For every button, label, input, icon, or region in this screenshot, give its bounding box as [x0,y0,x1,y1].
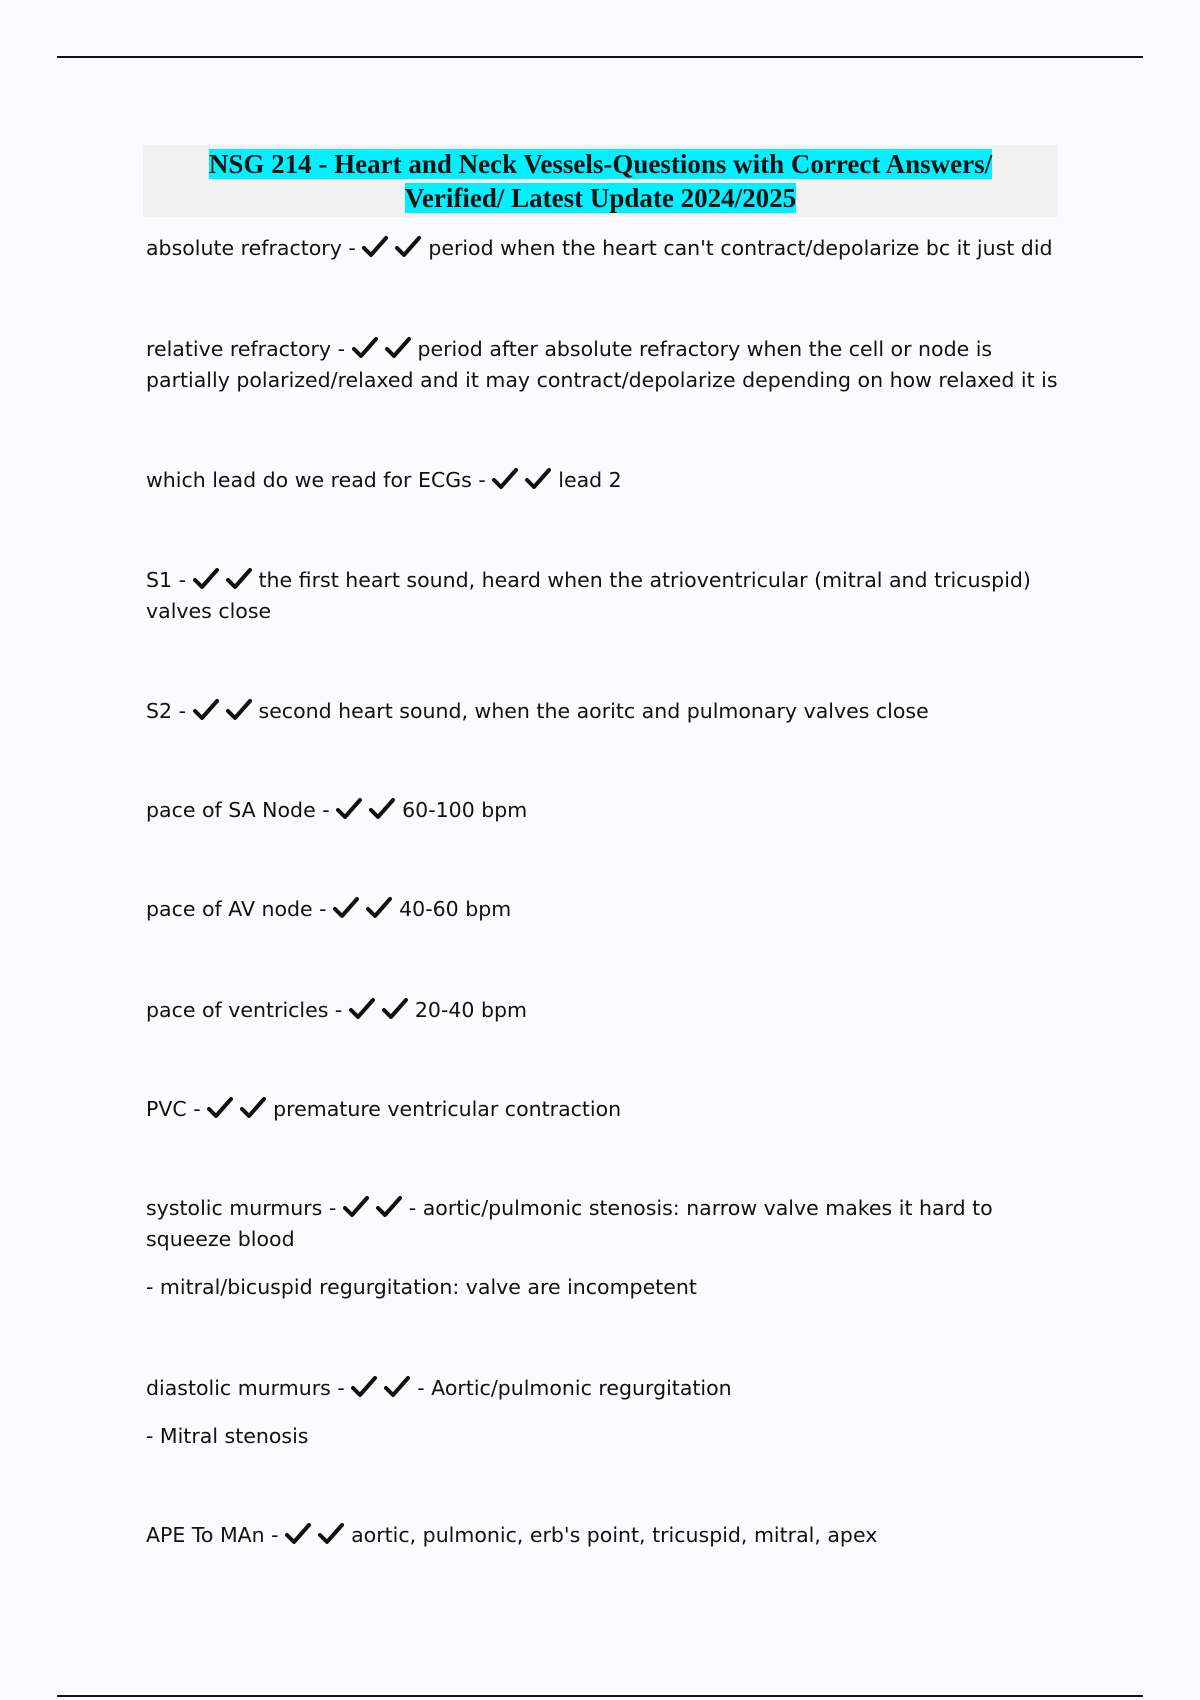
qa-term: pace of ventricles - [146,998,343,1022]
qa-line [146,334,1066,396]
qa-entry [146,795,1066,826]
qa-answer: aortic, pulmonic, erb's point, tricuspid, mitral, apex [351,1523,878,1547]
header-rule [57,56,1143,58]
qa-term: diastolic murmurs - [146,1376,345,1400]
checkmark-icon [492,467,518,491]
qa-answer: period when the heart can't contract/depolarize bc it just did [428,236,1053,260]
qa-line [146,894,1066,925]
qa-entry [146,1520,1066,1551]
qa-answer: 20-40 bpm [414,998,527,1022]
qa-extra-line: - mitral/bicuspid regurgitation: valve are incompetent [146,1275,697,1299]
checkmark-icon [285,1522,311,1546]
checkmark-icon [395,235,421,259]
qa-entry [146,565,1066,627]
qa-answer: the first heart sound, heard when the atrioventricular (mitral and tricuspid) valves close [146,568,1031,623]
qa-entry [146,334,1066,396]
qa-line [146,795,1066,826]
checkmark-icon [366,896,392,920]
qa-term: systolic murmurs - [146,1196,337,1220]
qa-answer: period after absolute refractory when the cell or node is partially polarized/relaxed and it may contract/depolarize depending on how relaxed it is [146,337,1058,392]
checkmark-icon [352,336,378,360]
title-line-2: Verified/ Latest Update 2024/2025 [404,183,797,213]
checkmark-icon [226,567,252,591]
qa-line [146,233,1066,264]
qa-answer: second heart sound, when the aoritc and pulmonary valves close [258,699,929,723]
checkmark-icon [343,1195,369,1219]
qa-line [146,1193,1066,1255]
checkmark-icon [318,1522,344,1546]
qa-entry [146,894,1066,925]
qa-line [146,565,1066,627]
qa-line [146,465,1066,496]
qa-term: S1 - [146,568,186,592]
qa-term: pace of SA Node - [146,798,330,822]
qa-answer: lead 2 [558,468,622,492]
qa-answer: premature ventricular contraction [273,1097,622,1121]
qa-term: S2 - [146,699,186,723]
checkmark-icon [207,1096,233,1120]
checkmark-icon [376,1195,402,1219]
qa-answer: - Aortic/pulmonic regurgitation [417,1376,732,1400]
checkmark-icon [384,1375,410,1399]
checkmark-icon [349,997,375,1021]
qa-entry [146,233,1066,264]
checkmark-icon [525,467,551,491]
qa-term: pace of AV node - [146,897,327,921]
checkmark-icon [336,797,362,821]
checkmark-icon [240,1096,266,1120]
title-line-1: NSG 214 - Heart and Neck Vessels-Questions with Correct Answers/ [208,149,993,179]
checkmark-icon [333,896,359,920]
qa-line [146,1094,1066,1125]
qa-line [146,696,1066,727]
checkmark-icon [369,797,395,821]
qa-answer: 60-100 bpm [402,798,528,822]
qa-extra-line: - Mitral stenosis [146,1424,309,1448]
checkmark-icon [226,698,252,722]
qa-line [146,1373,1066,1404]
qa-answer: 40-60 bpm [399,897,512,921]
qa-line [146,1520,1066,1551]
qa-term: relative refractory - [146,337,345,361]
checkmark-icon [193,698,219,722]
checkmark-icon [362,235,388,259]
checkmark-icon [193,567,219,591]
qa-entry [146,465,1066,496]
qa-entry [146,1193,1066,1303]
qa-entry [146,696,1066,727]
document-title [143,145,1058,217]
qa-term: which lead do we read for ECGs - [146,468,486,492]
checkmark-icon [382,997,408,1021]
qa-answer: - aortic/pulmonic stenosis: narrow valve makes it hard to squeeze blood [146,1196,993,1251]
checkmark-icon [351,1375,377,1399]
qa-term: APE To MAn - [146,1523,279,1547]
qa-entry [146,995,1066,1026]
qa-term: PVC - [146,1097,201,1121]
footer-rule [57,1695,1143,1697]
checkmark-icon [385,336,411,360]
qa-entry [146,1094,1066,1125]
qa-entry [146,1373,1066,1452]
qa-term: absolute refractory - [146,236,356,260]
qa-line [146,995,1066,1026]
